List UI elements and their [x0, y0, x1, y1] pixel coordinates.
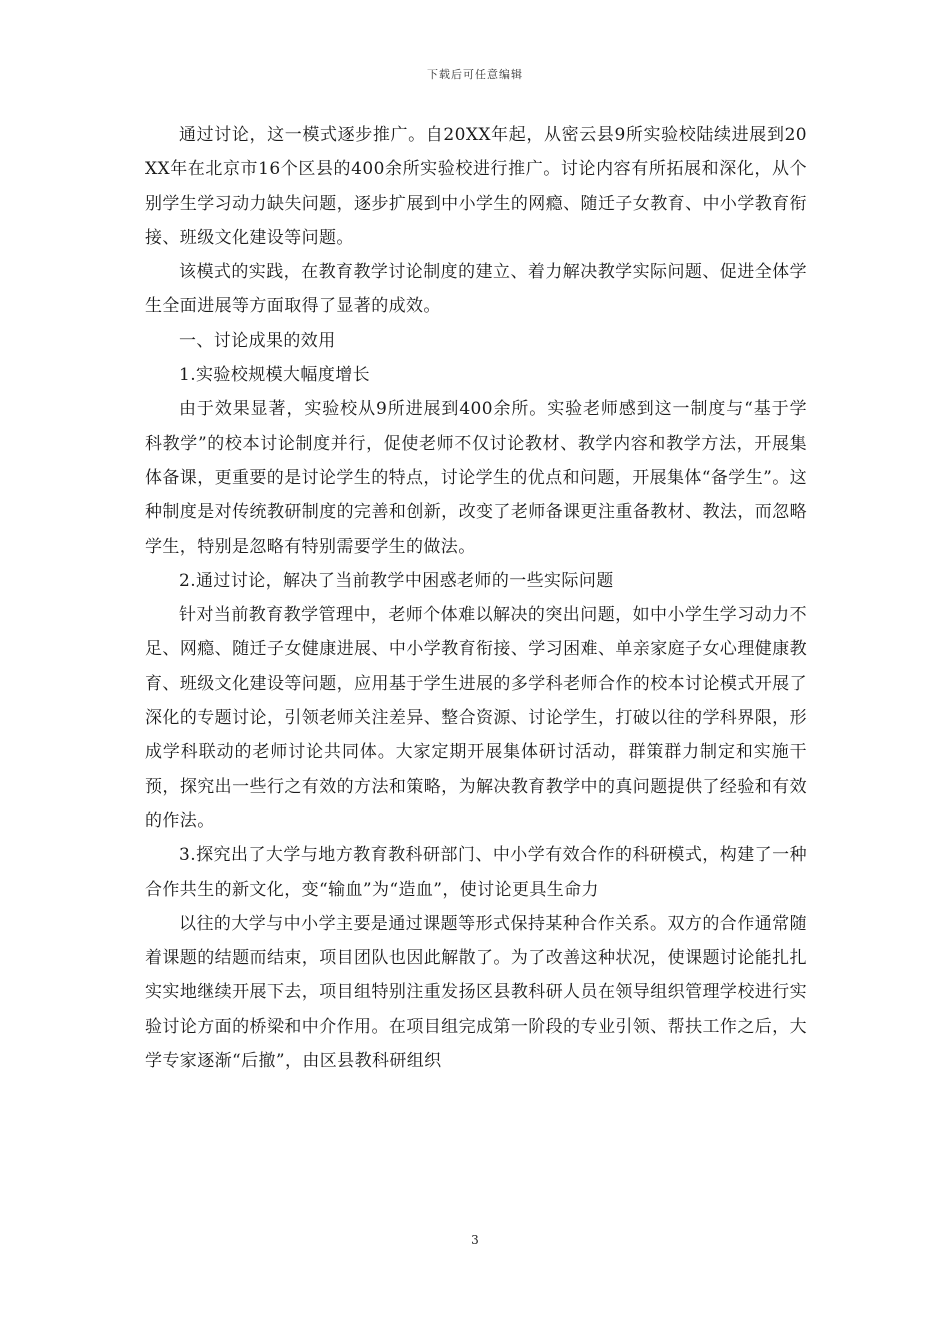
page-header: 下载后可任意编辑	[427, 68, 523, 81]
section-heading-effects: 一、讨论成果的效用	[179, 330, 336, 351]
subheading-school-growth: 1.实验校规模大幅度增长	[179, 365, 371, 386]
paragraph-cooperation-model: 以往的大学与中小学主要是通过课题等形式保持某种合作关系。双方的合作通常随着课题的结题而结束，项目团队也因此解散了。为了改善这种状况，使课题讨论能扎扎实实地继续开展下去，项目组特别注重发扬区县教科研人员在领导组织管理学校进行实验讨论方面的桥梁和中介作用。在项目组完成第一阶段的专业引领、帮扶工作之后，大学专家逐渐“后撤”，由区县教科研组织	[145, 913, 807, 1072]
paragraph-practice-results: 该模式的实践，在教育教学讨论制度的建立、着力解决教学实际问题、促进全体学生全面进展等方面取得了显著的成效。	[145, 262, 807, 317]
subheading-practical-problems: 2.通过讨论，解决了当前教学中困惑老师的一些实际问题	[179, 570, 614, 591]
subheading-cooperation-model: 3.探究出了大学与地方教育教科研部门、中小学有效合作的科研模式，构建了一种合作共生的新文化，变“输血”为“造血”，使讨论更具生命力	[145, 845, 807, 900]
paragraph-practical-problems: 针对当前教育教学管理中，老师个体难以解决的突出问题，如中小学生学习动力不足、网瘾、随迁子女健康进展、中小学教育衔接、学习困难、单亲家庭子女心理健康教育、班级文化建设等问题，应用基于学生进展的多学科老师合作的校本讨论模式开展了深化的专题讨论，引领老师关注差异、整合资源、讨论学生，打破以往的学科界限，形成学科联动的老师讨论共同体。大家定期开展集体研讨活动，群策群力制定和实施干预，探究出一些行之有效的方法和策略，为解决教育教学中的真问题提供了经验和有效的作法。	[145, 605, 807, 831]
paragraph-promotion: 通过讨论，这一模式逐步推广。自20XX年起，从密云县9所实验校陆续进展到20XX年在北京市16个区县的400余所实验校进行推广。讨论内容有所拓展和深化，从个别学生学习动力缺失问题，逐步扩展到中小学生的网瘾、随迁子女教育、中小学教育衔接、班级文化建设等问题。	[145, 125, 807, 248]
page-number: 3	[471, 1233, 479, 1247]
paragraph-school-growth: 由于效果显著，实验校从9所进展到400余所。实验老师感到这一制度与“基于学科教学”的校本讨论制度并行，促使老师不仅讨论教材、教学内容和教学方法，开展集体备课，更重要的是讨论学生的特点，讨论学生的优点和问题，开展集体“备学生”。这种制度是对传统教研制度的完善和创新，改变了老师备课更注重备教材、教法，而忽略学生，特别是忽略有特别需要学生的做法。	[145, 399, 807, 557]
document-body	[145, 118, 807, 1078]
